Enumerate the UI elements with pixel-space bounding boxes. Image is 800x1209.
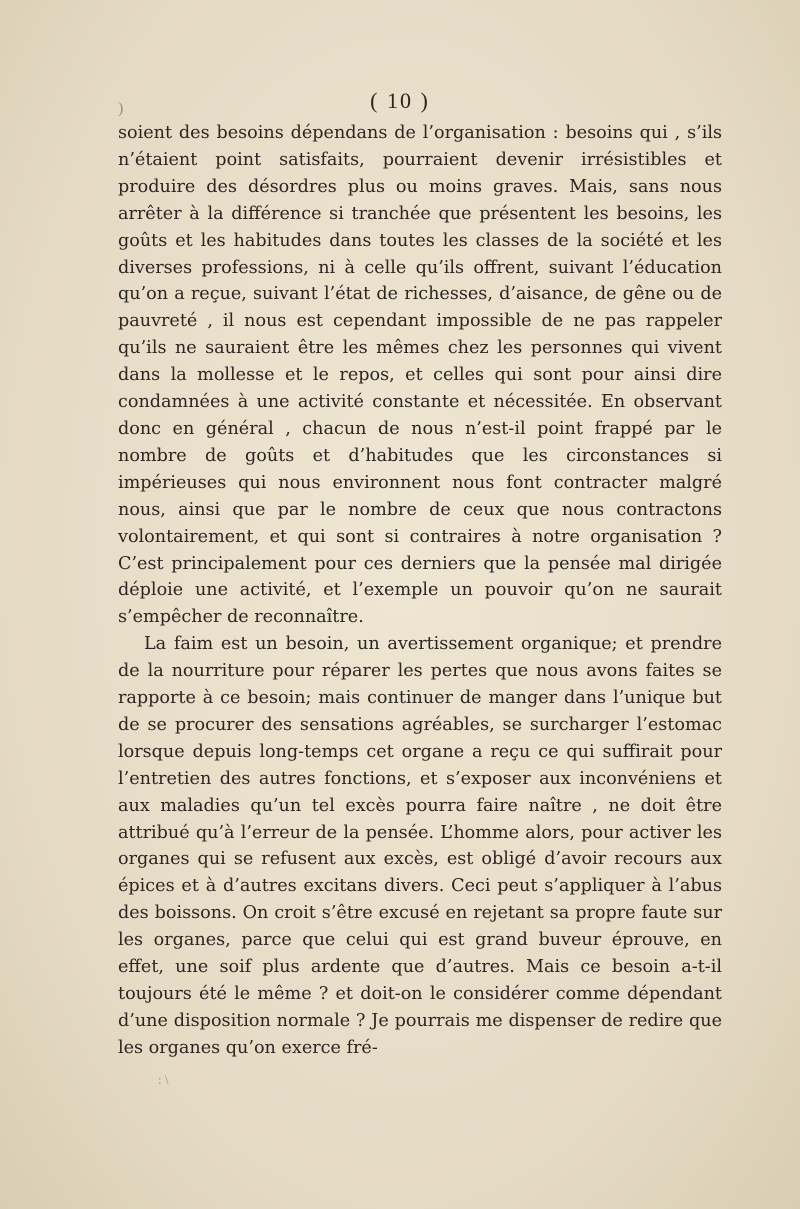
body-text [118, 120, 722, 1062]
ink-speck: : \ [158, 1072, 169, 1087]
paragraph-1: soient des besoins dépendans de l’organisation : besoins qui , s’ils n’étaient point satisfaits, pourraient devenir irrésistibles et produire des désordres plus ou moins graves. Mais, sans nous arrêter à la différence si tranchée que présentent les besoins, les goûts et les habitudes dans toutes les classes de la société et les diverses professions, ni à celle qu’ils offrent, suivant l’éducation qu’on a reçue, suivant l’état de richesses, d’aisance, de gêne ou de pauvreté , il nous est cependant impossible de ne pas rappeler qu’ils ne sauraient être les mêmes chez les personnes qui vivent dans la mollesse et le repos, et celles qui sont pour ainsi dire condamnées à une activité constante et nécessitée. En observant donc en général , chacun de nous n’est-il point frappé par le nombre de goûts et d’habitudes que les circonstances si impérieuses qui nous environnent nous font contracter malgré nous, ainsi que par le nombre de ceux que nous contractons volontairement, et qui sont si contraires à notre organisation ? C’est principalement pour ces derniers que la pensée mal dirigée déploie une activité, et l’exemple un pouvoir qu’on ne saurait s’empêcher de reconnaître. [118, 123, 722, 628]
paragraph-2: La faim est un besoin, un avertissement organique; et prendre de la nourriture pour réparer les pertes que nous avons faites se rapporte à ce besoin; mais continuer de manger dans l’unique but de se procurer des sensations agréables, se surcharger l’estomac lorsque depuis long-temps cet organe a reçu ce qui suffirait pour l’entretien des autres fonctions, et s’exposer aux inconvéniens et aux maladies qu’un tel excès pourra faire naître , ne doit être attribué qu’à l’erreur de la pensée. L’homme alors, pour activer les organes qui se refusent aux excès, est obligé d’avoir recours aux épices et à d’autres excitans divers. Ceci peut s’appliquer à l’abus des boissons. On croit s’être excusé en rejetant sa propre faute sur les organes, parce que celui qui est grand buveur éprouve, en effet, une soif plus ardente que d’autres. Mais ce besoin a-t-il toujours été le même ? et doit-on le considérer comme dépendant d’une disposition normale ? Je pourrais me dispenser de redire que les organes qu’on exerce fré- [118, 634, 722, 1058]
ink-speck: ) [118, 100, 124, 117]
page-number: ( 10 ) [370, 88, 430, 113]
